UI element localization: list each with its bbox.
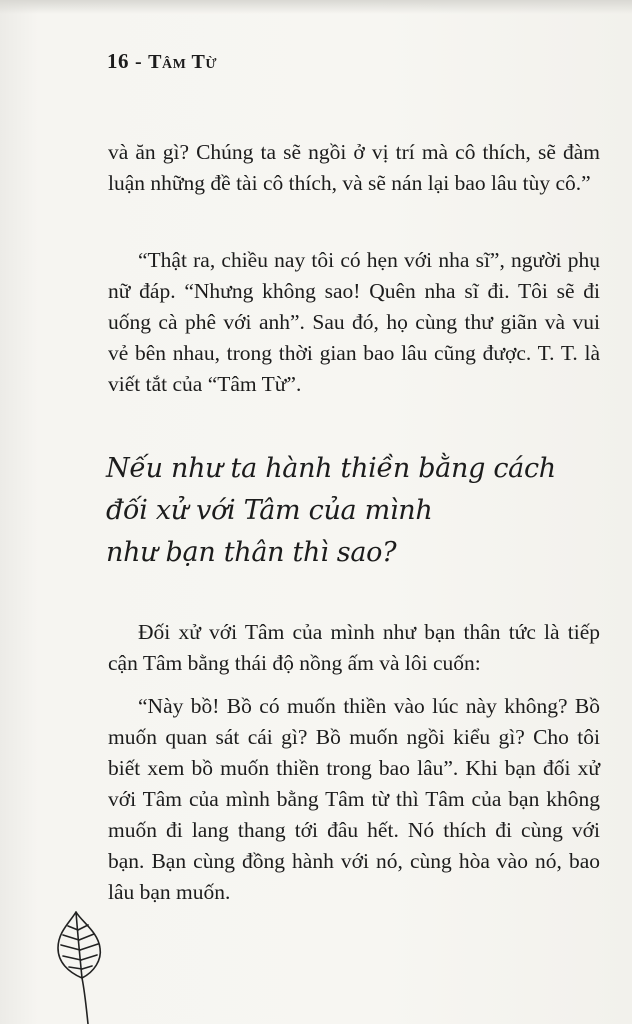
pull-quote-line-3: như bạn thân thì sao? [106,537,397,568]
running-header [107,49,217,74]
paragraph-4: “Này bồ! Bồ có muốn thiền vào lúc này không? Bồ muốn quan sát cái gì? Bồ muốn ngồi kiểu gì? Cho tôi biết xem bồ muốn thiền trong bao lâu”. Khi bạn đối xử với Tâm của mình bằng Tâm từ thì Tâm của bạn không muốn đi lang thang tới đâu hết. Nó thích đi cùng với bạn. Bạn cùng đồng hành với nó, cùng hòa vào nó, bao lâu bạn muốn. [108,694,600,904]
paragraph-2: “Thật ra, chiều nay tôi có hẹn với nha sĩ”, người phụ nữ đáp. “Nhưng không sao! Quên nha sĩ đi. Tôi sẽ đi uống cà phê với anh”. Sau đó, họ cùng thư giãn và vui vẻ bên nhau, trong thời gian bao lâu cũng được. T. T. là viết tắt của “Tâm Từ”. [108,248,600,396]
page-number: 16 [107,49,129,73]
pull-quote-line-1: Nếu như ta hành thiền bằng cách [106,453,556,484]
paragraph-1: và ăn gì? Chúng ta sẽ ngồi ở vị trí mà cô thích, sẽ đàm luận những đề tài cô thích, và sẽ nán lại bao lâu tùy cô.” [108,140,600,195]
pull-quote-line-2: đối xử với Tâm của mình [106,495,433,526]
book-title: Tâm Từ [148,51,217,73]
page-top-shadow [0,0,632,14]
paragraph-3: Đối xử với Tâm của mình như bạn thân tức là tiếp cận Tâm bằng thái độ nồng ấm và lôi cuốn: [108,620,600,675]
header-separator: - [135,51,143,73]
pull-quote [106,448,556,574]
leaf-icon [48,908,118,1024]
